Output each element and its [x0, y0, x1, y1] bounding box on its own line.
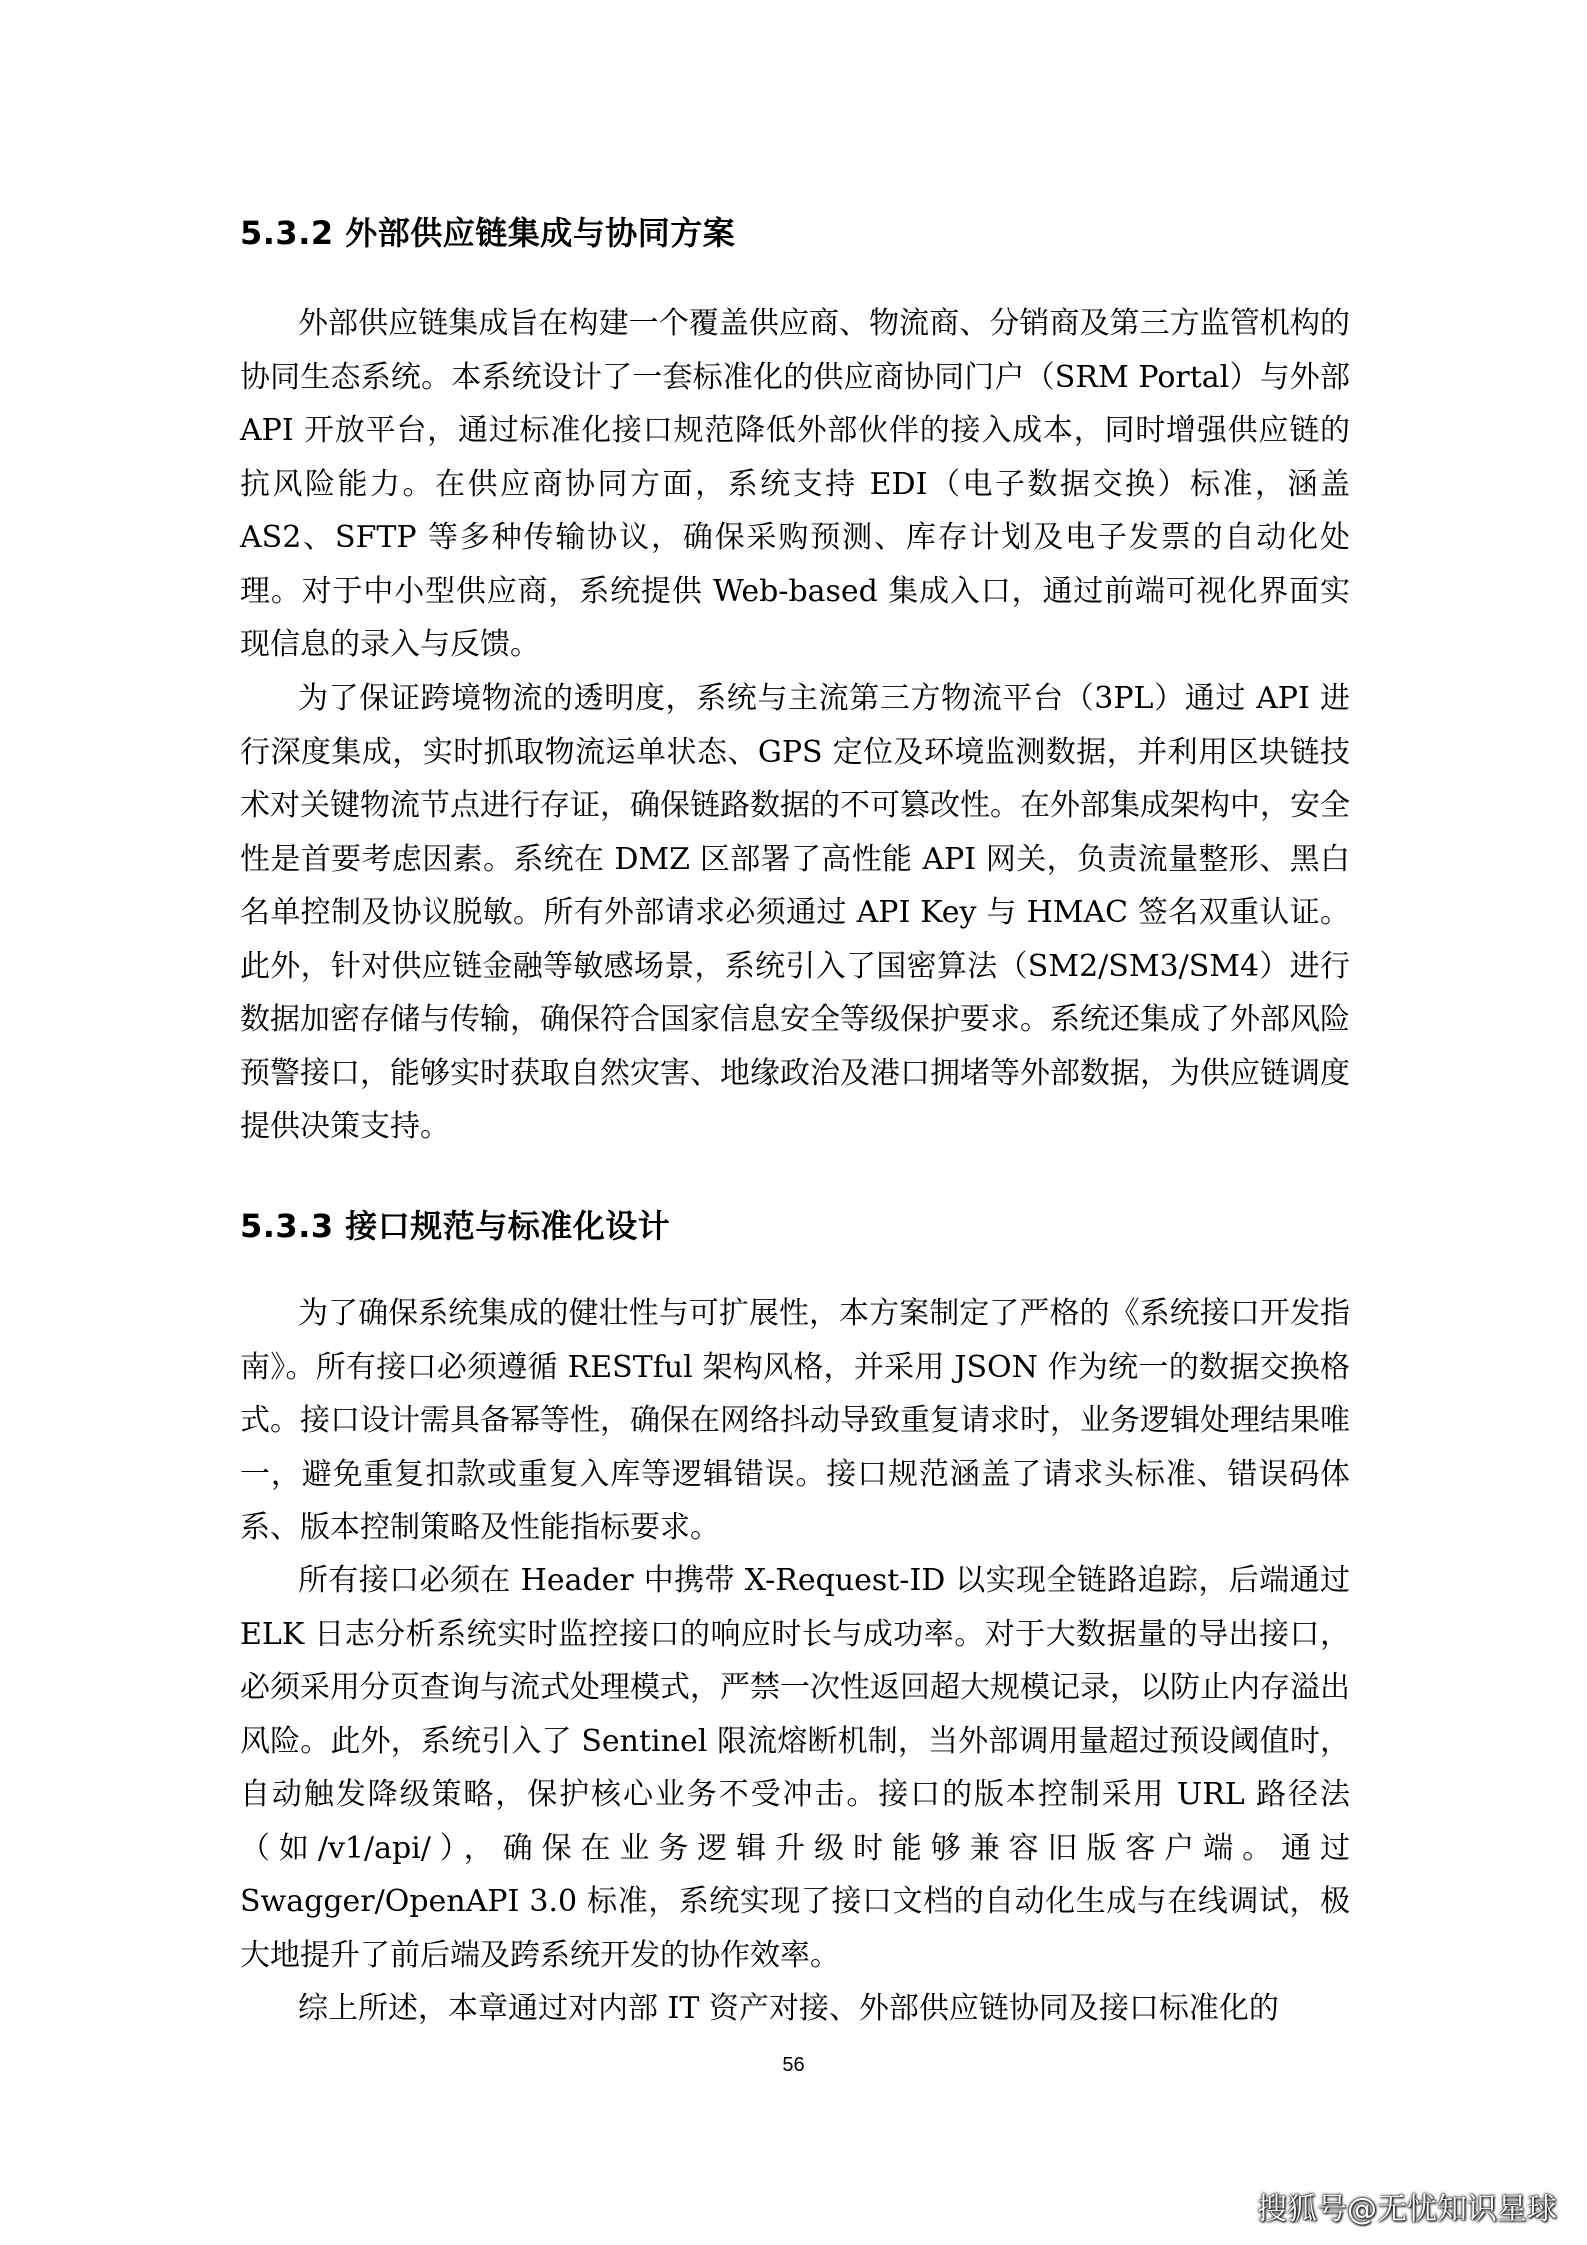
paragraph-interface-monitoring: 所有接口必须在 Header 中携带 X-Request-ID 以实现全链路追踪，后端通过 ELK 日志分析系统实时监控接口的响应时长与成功率。对于大数据量的导出接口，必须采用分页查询与流式处理模式，严禁一次性返回超大规模记录，以防止内存溢出风险。此外，系统引入了 Sentinel 限流熔断机制，当外部调用量超过预设阈值时，自动触发降级策略，保护核心业务不受冲击。接口的版本控制采用 URL 路径法（如/v1/api/），确保在业务逻辑升级时能够兼容旧版客户端。通过 Swagger/OpenAPI 3.0 标准，系统实现了接口文档的自动化生成与在线调试，极大地提升了前后端及跨系统开发的协作效率。 — [240, 1563, 1350, 1973]
section-heading-5-3-3: 5.3.3 接口规范与标准化设计 — [240, 1207, 671, 1245]
paragraph-supply-chain-intro: 外部供应链集成旨在构建一个覆盖供应商、物流商、分销商及第三方监管机构的协同生态系统。本系统设计了一套标准化的供应商协同门户（SRM Portal）与外部 API 开放平台，通过标准化接口规范降低外部伙伴的接入成本，同时增强供应链的抗风险能力。在供应商协同方面，系统支持 EDI（电子数据交换）标准，涵盖 AS2、SFTP 等多种传输协议，确保采购预测、库存计划及电子发票的自动化处理。对于中小型供应商，系统提供 Web-based 集成入口，通过前端可视化界面实现信息的录入与反馈。 — [240, 306, 1350, 662]
section-heading-5-3-2: 5.3.2 外部供应链集成与协同方案 — [240, 214, 736, 252]
paragraph-logistics-security: 为了保证跨境物流的透明度，系统与主流第三方物流平台（3PL）通过 API 进行深度集成，实时抓取物流运单状态、GPS 定位及环境监测数据，并利用区块链技术对关键物流节点进行存证，确保链路数据的不可篡改性。在外部集成架构中，安全性是首要考虑因素。系统在 DMZ 区部署了高性能 API 网关，负责流量整形、黑白名单控制及协议脱敏。所有外部请求必须通过 API Key 与 HMAC 签名双重认证。此外，针对供应链金融等敏感场景，系统引入了国密算法（SM2/SM3/SM4）进行数据加密存储与传输，确保符合国家信息安全等级保护要求。系统还集成了外部风险预警接口，能够实时获取自然灾害、地缘政治及港口拥堵等外部数据，为供应链调度提供决策支持。 — [240, 681, 1350, 1144]
page-number: 56 — [782, 2054, 805, 2076]
watermark-text: 搜狐号@无忧知识星球 — [1257, 2192, 1557, 2227]
paragraph-interface-guidelines: 为了确保系统集成的健壮性与可扩展性，本方案制定了严格的《系统接口开发指南》。所有接口必须遵循 RESTful 架构风格，并采用 JSON 作为统一的数据交换格式。接口设计需具备幂等性，确保在网络抖动导致重复请求时，业务逻辑处理结果唯一，避免重复扣款或重复入库等逻辑错误。接口规范涵盖了请求头标准、错误码体系、版本控制策略及性能指标要求。 — [240, 1296, 1350, 1545]
paragraph-summary: 综上所述，本章通过对内部 IT 资产对接、外部供应链协同及接口标准化的 — [298, 1991, 1279, 2026]
